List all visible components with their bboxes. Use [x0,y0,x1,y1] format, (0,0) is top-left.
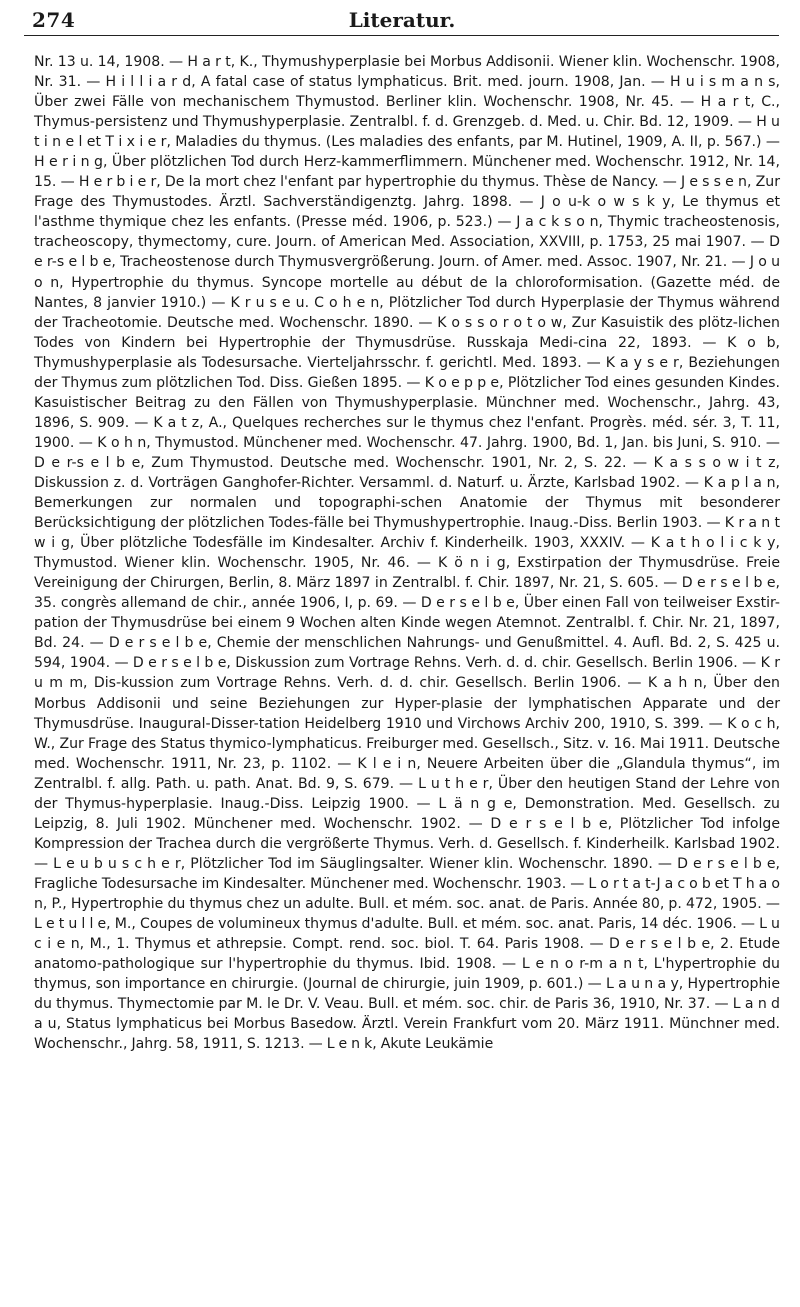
running-title: Literatur. [348,8,456,32]
page-header [24,8,780,48]
page-number: 274 [32,8,76,32]
bibliography-text [34,52,780,1054]
header-rule [24,35,779,36]
bibliography-paragraph: Nr. 13 u. 14, 1908. — H a r t, K., Thymushyperplasie bei Morbus Addisonii. Wiener klin. Wochenschr. 1908, Nr. 31. — H i l l i a r d, A fatal case of status lymphaticus. Brit. med. journ. 1908, Jan. — H u i s m a n s, Über zwei Fälle von mechanischem Thymustod. Berliner klin. Wochenschr. 1908, Nr. 45. — H a r t, C., Thymus-persistenz und Thymushyperplasie. Zentralbl. f. d. Grenzgeb. d. Med. u. Chir. Bd. 12, 1909. — H u t i n e l et T i x i e r, Maladies du thymus. (Les maladies des enfants, par M. Hutinel, 1909, A. II, p. 567.) — H e r i n g, Über plötzlichen Tod durch Herz-kammerflimmern. Münchener med. Wochenschr. 1912, Nr. 14, 15. — H e r b i e r, De la mort chez l'enfant par hypertrophie du thymus. Thèse de Nancy. — J e s s e n, Zur Frage des Thymustodes. Ärztl. Sachverständigenztg. Jahrg. 1898. — J o u-k o w s k y, Le thymus et l'asthme thymique chez les enfants. (Presse méd. 1906, p. 523.) — J a c k s o n, Thymic tracheostenosis, tracheoscopy, thymectomy, cure. Journ. of American Med. Association, XXVIII, p. 1753, 25 mai 1907. — D e r-s e l b e, Tracheostenose durch Thymusvergrößerung. Journ. of Amer. med. Assoc. 1907, Nr. 21. — J o u o n, Hypertrophie du thymus. Syncope mortelle au début de la chloroformisation. (Gazette méd. de Nantes, 8 janvier 1910.) — K r u s e u. C o h e n, Plötzlicher Tod durch Hyperplasie der Thymus während der Tracheotomie. Deutsche med. Wochenschr. 1890. — K o s s o r o t o w, Zur Kasuistik des plötz-lichen Todes von Kindern bei Hypertrophie der Thymusdrüse. Russkaja Medi-cina 22, 1893. — K o b, Thymushyperplasie als Todesursache. Vierteljahrsschr. f. gerichtl. Med. 1893. — K a y s e r, Beziehungen der Thymus zum plötzlichen Tod. Diss. Gießen 1895. — K o e p p e, Plötzlicher Tod eines gesunden Kindes. Kasuistischer Beitrag zu den Fällen von Thymushyperplasie. Münchner med. Wochenschr., Jahrg. 43, 1896, S. 909. — K a t z, A., Quelques recherches sur le thymus chez l'enfant. Progrès. méd. sér. 3, T. 11, 1900. — K o h n, Thymustod. Münchener med. Wochenschr. 47. Jahrg. 1900, Bd. 1, Jan. bis Juni, S. 910. — D e r-s e l b e, Zum Thymustod. Deutsche med. Wochenschr. 1901, Nr. 2, S. 22. — K a s s o w i t z, Diskussion z. d. Vorträgen Ganghofer-Richter. Versamml. d. Naturf. u. Ärzte, Karlsbad 1902. — K a p l a n, Bemerkungen zur normalen und topographi-schen Anatomie der Thymus mit besonderer Berücksichtigung der plötzlichen Todes-fälle bei Thymushypertrophie. Inaug.-Diss. Berlin 1903. — K r a n t w i g, Über plötzliche Todesfälle im Kindesalter. Archiv f. Kinderheilk. 1903, XXXIV. — K a t h o l i c k y, Thymustod. Wiener klin. Wochenschr. 1905, Nr. 46. — K ö n i g, Exstirpation der Thymusdrüse. Freie Vereinigung der Chirurgen, Berlin, 8. März 1897 in Zentralbl. f. Chir. 1897, Nr. 21, S. 605. — D e r s e l b e, 35. congrès allemand de chir., année 1906, I, p. 69. — D e r s e l b e, Über einen Fall von teilweiser Exstir-pation der Thymusdrüse bei einem 9 Wochen alten Kinde wegen Atemnot. Zentralbl. f. Chir. Nr. 21, 1897, Bd. 24. — D e r s e l b e, Chemie der menschlichen Nahrungs- und Genußmittel. 4. Aufl. Bd. 2, S. 425 u. 594, 1904. — D e r s e l b e, Diskussion zum Vortrage Rehns. Verh. d. d. chir. Gesellsch. Berlin 1906. — K r u m m, Dis-kussion zum Vortrage Rehns. Verh. d. d. chir. Gesellsch. Berlin 1906. — K a h n, Über den Morbus Addisonii und seine Beziehungen zur Hyper-plasie der lymphatischen Apparate und der Thymusdrüse. Inaugural-Disser-tation Heidelberg 1910 und Virchows Archiv 200, 1910, S. 399. — K o c h, W., Zur Frage des Status thymico-lymphaticus. Freiburger med. Gesellsch., Sitz. v. 16. Mai 1911. Deutsche med. Wochenschr. 1911, Nr. 23, p. 1102. — K l e i n, Neuere Arbeiten über die „Glandula thymus“, im Zentralbl. f. allg. Path. u. path. Anat. Bd. 9, S. 679. — L u t h e r, Über den heutigen Stand der Lehre von der Thymus-hyperplasie. Inaug.-Diss. Leipzig 1900. — L ä n g e, Demonstration. Med. Gesellsch. zu Leipzig, 8. Juli 1902. Münchener med. Wochenschr. 1902. — D e r s e l b e, Plötzlicher Tod infolge Kompression der Trachea durch die vergrößerte Thymus. Verh. d. Gesellsch. f. Kinderheilk. Karlsbad 1902. — L e u b u s c h e r, Plötzlicher Tod im Säuglingsalter. Wiener klin. Wochenschr. 1890. — D e r s e l b e, Fragliche Todesursache im Kindesalter. Münchener med. Wochenschr. 1903. — L o r t a t-J a c o b et T h a o n, P., Hypertrophie du thymus chez un adulte. Bull. et mém. soc. anat. de Paris. Année 80, p. 472, 1905. — L e t u l l e, M., Coupes de volumineux thymus d'adulte. Bull. et mém. soc. anat. Paris, 14 déc. 1906. — L u c i e n, M., 1. Thymus et athrepsie. Compt. rend. soc. biol. T. 64. Paris 1908. — D e r s e l b e, 2. Etude anatomo-pathologique sur l'hypertrophie du thymus. Ibid. 1908. — L e n o r-m a n t, L'hypertrophie du thymus, son importance en chirurgie. (Journal de chirurgie, juin 1909, p. 601.) — L a u n a y, Hypertrophie du thymus. Thymectomie par M. le Dr. V. Veau. Bull. et mém. soc. chir. de Paris 36, 1910, Nr. 37. — L a n d a u, Status lymphaticus bei Morbus Basedow. Ärztl. Verein Frankfurt vom 20. März 1911. Münchner med. Wochenschr., Jahrg. 58, 1911, S. 1213. — L e n k, Akute Leukämie [34,54,780,1053]
